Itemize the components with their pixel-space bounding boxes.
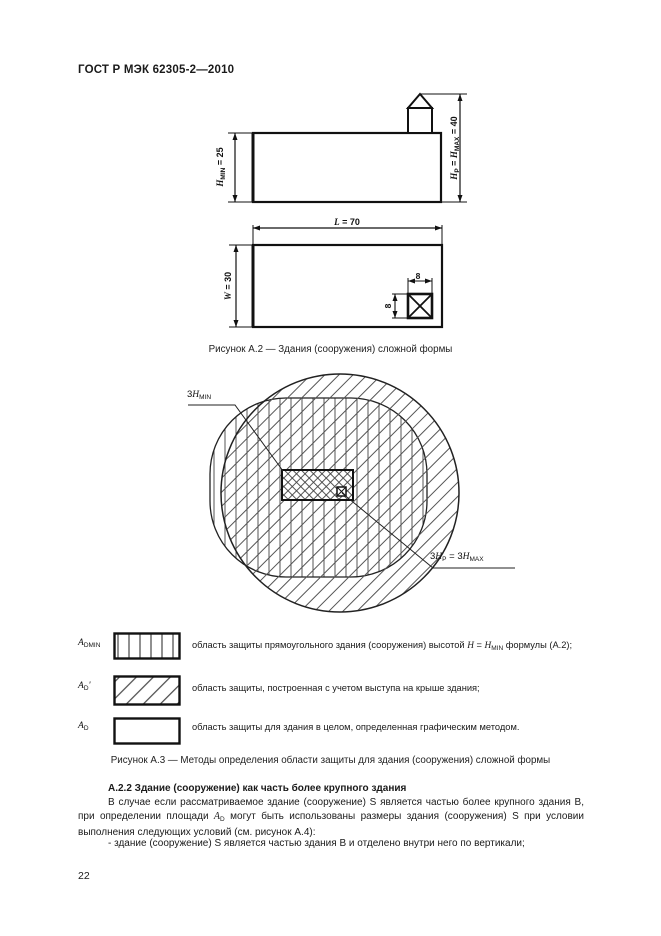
- dimension-label-chimney-width: 8: [415, 271, 421, 281]
- figure-a3-caption: Рисунок А.3 — Методы определения области защиты для здания (сооружения) сложной формы: [110, 755, 551, 766]
- figure-a2-caption: Рисунок А.2 — Здания (сооружения) сложной формы: [208, 344, 453, 355]
- dimension-label-length: L = 70: [334, 217, 360, 227]
- dimension-label-hmin: $H_{MIN} = 25$: [215, 147, 227, 187]
- side-view-drawing: [205, 85, 480, 210]
- dimension-label-chimney-depth: 8: [383, 303, 393, 309]
- section-paragraph: В случае если рассматриваемое здание (сооружение) S является частью более крупного здания В, при определении площади $A_D$ могут быть использованы размеры здания (сооружения) S при условии выполнения следующих условий (см. рисунок А.4):: [78, 797, 584, 839]
- legend-term-adprime: $A_D'$: [78, 681, 91, 692]
- legend-term-admin: $A_{DMIN}$: [78, 638, 101, 649]
- section-bullet-item: - здание (сооружение) S является частью здания В и отделено внутри него по вертикали;: [108, 838, 525, 849]
- diagram-label-3hmax: $3H_P = 3H_{MAX}$: [430, 551, 484, 563]
- dimension-label-hmax: $H_P = H_{MAX} = 40$: [449, 116, 461, 180]
- section-heading: А.2.2 Здание (сооружение) как часть более крупного здания: [108, 783, 407, 794]
- page-number: 22: [78, 870, 90, 882]
- building-outline: [253, 133, 441, 202]
- top-view-drawing: [205, 215, 480, 335]
- protection-area-diagram: [165, 372, 515, 622]
- legend-swatch-empty: [113, 717, 181, 745]
- legend-text-adprime: область защиты, построенная с учетом выступа на крыше здания;: [192, 683, 480, 693]
- legend-text-admin: область защиты прямоугольного здания (сооружения) высотой $H = H_{MIN}$ формулы (А.2);: [192, 640, 573, 652]
- legend-term-ad: $A_D$: [78, 721, 89, 732]
- chimney-body: [408, 108, 432, 133]
- legend-text-ad: область защиты для здания в целом, определенная графическим методом.: [192, 722, 520, 732]
- diagram-label-3hmin: $3H_{MIN}$: [187, 389, 212, 401]
- legend-swatch-diagonal-hatch: [113, 675, 181, 706]
- dimension-label-width: W = 30: [223, 271, 233, 301]
- chimney-roof: [408, 94, 432, 108]
- legend-swatch-vertical-hatch: [113, 632, 181, 660]
- standard-number-header: ГОСТ Р МЭК 62305-2—2010: [78, 64, 235, 76]
